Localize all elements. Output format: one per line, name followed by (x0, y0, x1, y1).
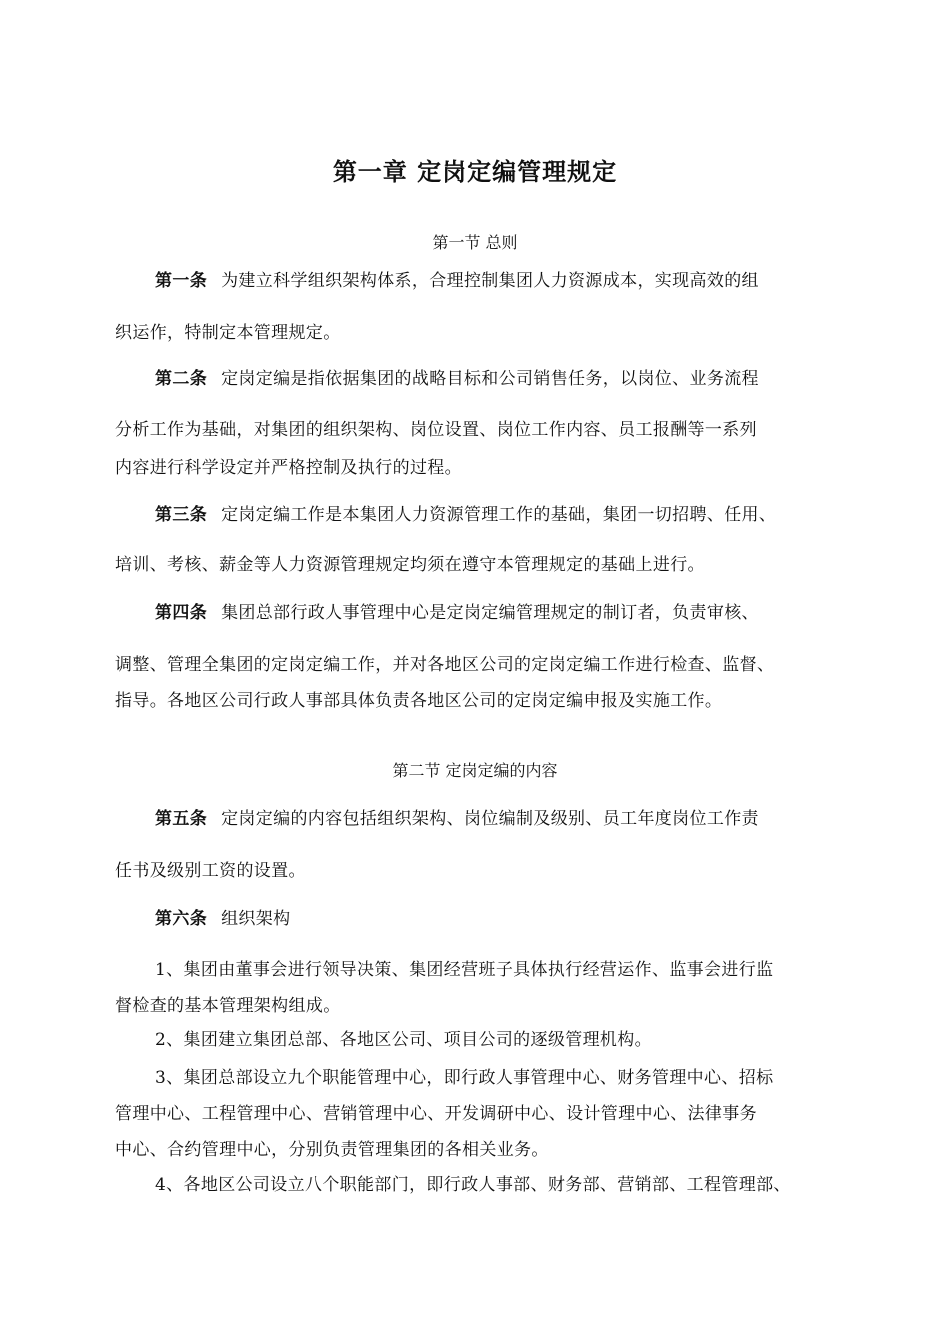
article-2-line-1: 定岗定编是指依据集团的战略目标和公司销售任务，以岗位、业务流程 (221, 369, 759, 389)
article-5 (155, 804, 759, 829)
article-5-label: 第五条 (155, 809, 208, 829)
article-2-label: 第二条 (155, 369, 208, 389)
article-2-line-3: 内容进行科学设定并严格控制及执行的过程。 (115, 458, 462, 478)
article-6-label: 第六条 (155, 909, 208, 929)
item-1-line-2: 督检查的基本管理架构组成。 (115, 996, 341, 1016)
article-1-line-2: 织运作，特制定本管理规定。 (115, 323, 341, 343)
article-5-line-1: 定岗定编的内容包括组织架构、岗位编制及级别、员工年度岗位工作责 (221, 809, 759, 829)
article-1-line-1: 为建立科学组织架构体系，合理控制集团人力资源成本，实现高效的组 (221, 271, 759, 291)
article-4 (155, 598, 759, 623)
chapter-title: 第一章 定岗定编管理规定 (332, 158, 618, 186)
section-1-title: 第一节 总则 (432, 233, 518, 252)
article-4-line-3: 指导。各地区公司行政人事部具体负责各地区公司的定岗定编申报及实施工作。 (115, 691, 723, 711)
article-3-line-1: 定岗定编工作是本集团人力资源管理工作的基础，集团一切招聘、任用、 (221, 505, 777, 525)
article-4-label: 第四条 (155, 603, 208, 623)
item-3-line-2: 管理中心、工程管理中心、营销管理中心、开发调研中心、设计管理中心、法律事务 (115, 1104, 757, 1124)
article-3 (155, 500, 776, 525)
item-2-line-1: 2、集团建立集团总部、各地区公司、项目公司的逐级管理机构。 (155, 1030, 652, 1050)
article-2 (155, 364, 759, 389)
item-3-line-1: 3、集团总部设立九个职能管理中心，即行政人事管理中心、财务管理中心、招标 (155, 1068, 774, 1088)
item-3-line-3: 中心、合约管理中心，分别负责管理集团的各相关业务。 (115, 1140, 549, 1160)
article-4-line-1: 集团总部行政人事管理中心是定岗定编管理规定的制订者，负责审核、 (221, 603, 759, 623)
item-1-line-1: 1、集团由董事会进行领导决策、集团经营班子具体执行经营运作、监事会进行监 (155, 960, 774, 980)
article-5-line-2: 任书及级别工资的设置。 (115, 861, 306, 881)
article-6 (155, 904, 290, 929)
article-1 (155, 266, 759, 291)
section-2-title: 第二节 定岗定编的内容 (392, 761, 558, 780)
article-6-text: 组织架构 (221, 909, 291, 929)
article-2-line-2: 分析工作为基础，对集团的组织架构、岗位设置、岗位工作内容、员工报酬等一系列 (115, 420, 757, 440)
article-3-label: 第三条 (155, 505, 208, 525)
article-4-line-2: 调整、管理全集团的定岗定编工作，并对各地区公司的定岗定编工作进行检查、监督、 (115, 655, 775, 675)
article-1-label: 第一条 (155, 271, 208, 291)
item-4-line-1: 4、各地区公司设立八个职能部门，即行政人事部、财务部、营销部、工程管理部、 (155, 1175, 791, 1195)
article-3-line-2: 培训、考核、薪金等人力资源管理规定均须在遵守本管理规定的基础上进行。 (115, 555, 705, 575)
